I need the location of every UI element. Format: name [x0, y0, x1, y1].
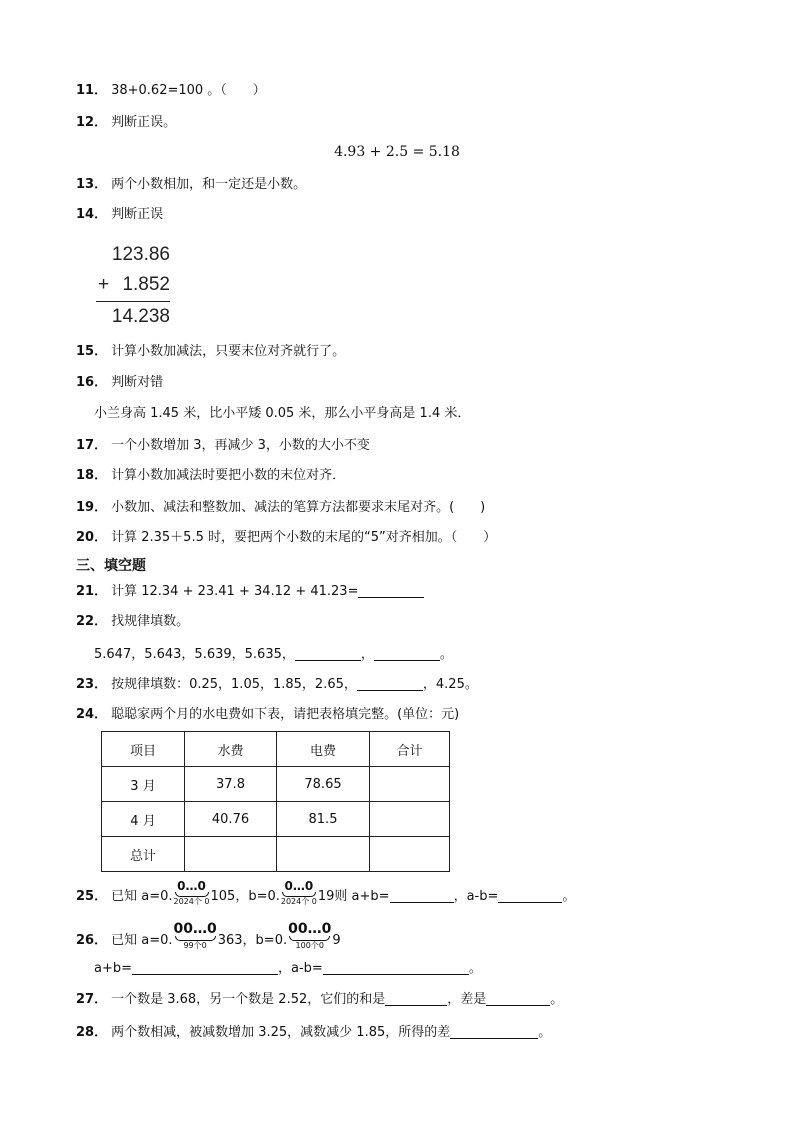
question-text: 38+0.62=100 。（ ） [111, 83, 266, 98]
table-cell: 4 月 [102, 802, 185, 837]
question-number: 25． [76, 889, 108, 904]
question-text: ，差是 [447, 992, 487, 1007]
table-header: 项目 [102, 732, 185, 767]
period: 。 [562, 889, 576, 904]
question-text-tail: ，4.25。 [422, 677, 478, 692]
question-25 [76, 880, 575, 907]
table-cell: 3 月 [102, 767, 185, 802]
question-number: 19． [76, 500, 108, 515]
question-number: 27． [76, 992, 108, 1007]
question-number: 13． [76, 177, 108, 192]
question-text: 计算小数加减法时要把小数的末位对齐． [111, 468, 346, 483]
question-23 [76, 675, 478, 695]
question-number: 26． [76, 933, 108, 948]
question-19 [76, 498, 485, 518]
plus-sign: + [98, 274, 110, 295]
table-cell-blank[interactable] [277, 837, 370, 872]
question-12 [76, 113, 176, 133]
question-number: 15． [76, 344, 108, 359]
question-text: 计算 12.34 + 23.41 + 34.12 + 41.23= [111, 584, 359, 599]
answer-blank[interactable] [486, 991, 550, 1006]
question-text: 计算小数加减法，只要末位对齐就行了。 [111, 344, 346, 359]
question-16-statement: 小兰身高 1.45 米，比小平矮 0.05 米，那么小平身高是 1.4 米． [94, 406, 471, 421]
table-cell: 总计 [102, 837, 185, 872]
question-text: ，a-b= [453, 889, 499, 904]
utility-bill-table [101, 731, 450, 872]
answer-blank[interactable] [323, 960, 469, 975]
question-22-sequence [94, 645, 453, 665]
question-20 [76, 528, 496, 548]
table-cell-blank[interactable] [185, 837, 277, 872]
question-text: 小数加、减法和整数加、减法的笔算方法都要求末尾对齐。( ) [111, 500, 486, 515]
table-header-row [102, 732, 450, 767]
question-28 [76, 1023, 551, 1043]
question-number: 14． [76, 207, 108, 222]
table-header: 电费 [277, 732, 370, 767]
answer-blank[interactable] [357, 676, 423, 691]
answer-blank[interactable] [358, 583, 424, 598]
sequence-text: 5.647，5.643，5.639，5.635， [94, 647, 295, 662]
question-14 [76, 205, 163, 225]
question-text: 一个小数增加 3，再减少 3，小数的大小不变 [111, 438, 370, 453]
question-text: 已知 a=0. [111, 933, 173, 948]
question-text: 9 [332, 933, 341, 948]
question-number: 18． [76, 468, 108, 483]
question-text: 找规律填数。 [111, 614, 190, 629]
question-text: 19则 a+b= [317, 889, 390, 904]
table-row [102, 767, 450, 802]
period: 。 [439, 647, 453, 662]
answer-blank[interactable] [450, 1024, 538, 1039]
repeated-zeros-b [281, 880, 317, 906]
question-27 [76, 990, 563, 1010]
question-number: 20． [76, 530, 108, 545]
question-text: 判断对错 [111, 375, 164, 390]
question-number: 12． [76, 115, 108, 130]
question-13 [76, 175, 306, 195]
vertical-addition [96, 240, 170, 332]
period: 。 [550, 992, 564, 1007]
answer-blank[interactable] [385, 991, 447, 1006]
question-26-answers [94, 959, 482, 979]
answer-blank[interactable] [498, 888, 562, 903]
repeated-zeros-a [174, 922, 217, 950]
question-number: 11． [76, 83, 108, 98]
question-text: 一个数是 3.68，另一个数是 2.52，它们的和是 [111, 992, 386, 1007]
sum-result: 14.238 [111, 306, 170, 327]
zeros-label: 0…0 [177, 879, 206, 893]
table-header: 合计 [370, 732, 450, 767]
question-11 [76, 81, 266, 101]
table-cell: 40.76 [185, 802, 277, 837]
addend-1: 123.86 [111, 244, 170, 265]
question-text: 判断正误。 [111, 115, 177, 130]
separator: ， [360, 647, 374, 662]
zeros-count: 100个0 [295, 941, 324, 950]
answer-blank[interactable] [295, 646, 361, 661]
question-21 [76, 582, 424, 602]
table-cell-blank[interactable] [370, 837, 450, 872]
question-text: 105，b=0. [210, 889, 280, 904]
zeros-count: 2024个 0 [173, 897, 210, 906]
table-header: 水费 [185, 732, 277, 767]
question-text: ，a-b= [278, 961, 323, 976]
question-number: 21． [76, 584, 108, 599]
question-text: 计算 2.35＋5.5 时，要把两个小数的末尾的“5”对齐相加。（ ） [111, 530, 497, 545]
question-22 [76, 612, 189, 632]
question-number: 16． [76, 375, 108, 390]
question-text: 363，b=0. [217, 933, 288, 948]
question-16 [76, 373, 163, 393]
table-cell-blank[interactable] [370, 802, 450, 837]
question-text: a+b= [94, 961, 133, 976]
question-text: 已知 a=0. [111, 889, 173, 904]
table-row [102, 837, 450, 872]
question-18 [76, 466, 345, 486]
question-text: 两个小数相加，和一定还是小数。 [111, 177, 307, 192]
table-cell: 78.65 [277, 767, 370, 802]
question-number: 23． [76, 677, 108, 692]
question-number: 22． [76, 614, 108, 629]
question-15 [76, 342, 345, 362]
table-cell-blank[interactable] [370, 767, 450, 802]
zeros-label: 00…0 [288, 921, 332, 937]
question-text: 聪聪家两个月的水电费如下表，请把表格填完整。(单位：元) [111, 707, 460, 722]
zeros-count: 99个0 [183, 941, 207, 950]
question-text: 判断正误 [111, 207, 164, 222]
answer-blank[interactable] [390, 888, 454, 903]
zeros-label: 0…0 [284, 879, 314, 893]
question-number: 17． [76, 438, 108, 453]
period: 。 [538, 1025, 552, 1040]
addend-2-row [96, 270, 170, 300]
question-26 [76, 922, 341, 951]
zeros-label: 00…0 [173, 921, 217, 937]
question-number: 28． [76, 1025, 108, 1040]
zeros-count: 2024个 0 [280, 897, 317, 906]
question-17 [76, 436, 370, 456]
question-24 [76, 705, 459, 725]
equation-formula: 4.93 + 2.5 = 5.18 [334, 144, 460, 160]
answer-blank[interactable] [132, 960, 278, 975]
question-text: 两个数相减，被减数增加 3.25，减数减少 1.85，所得的差 [111, 1025, 451, 1040]
question-text: 按规律填数：0.25，1.05，1.85，2.65， [111, 677, 357, 692]
repeated-zeros-b [288, 922, 331, 950]
period: 。 [468, 961, 482, 976]
table-row [102, 802, 450, 837]
table-cell: 37.8 [185, 767, 277, 802]
answer-blank[interactable] [374, 646, 440, 661]
question-number: 24． [76, 707, 108, 722]
repeated-zeros-a [174, 880, 210, 906]
section-heading: 三、填空题 [76, 558, 146, 574]
table-cell: 81.5 [277, 802, 370, 837]
addend-2: 1.852 [122, 274, 170, 295]
